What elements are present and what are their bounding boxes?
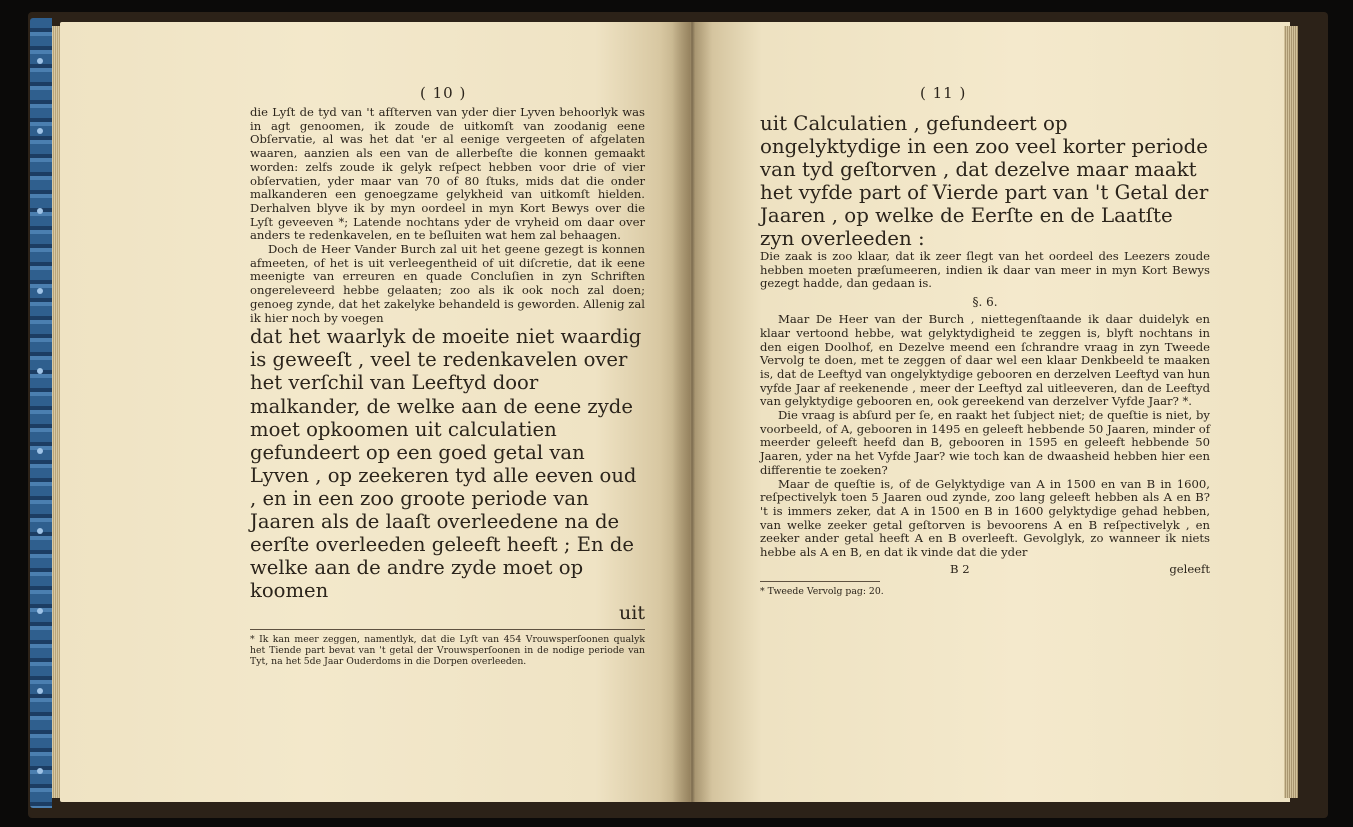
emphasized-paragraph: dat het waarlyk de moeite niet waardig is geweeſt , veel te redenkavelen over het verſchil van Leeftyd door malkander, de welke aan de eene zyde moet opkoomen uit calculatien gefundeert op een goed getal van Lyven , op zeekeren tyd alle eeven oud , en in een zoo groote periode van Jaaren als de laaſt overleedene na de eerſte overleeden geleeft heeft ; En de welke aan de andre zyde moet op koomen xyxy=(250,325,642,603)
paragraph: die Lyſt de tyd van 't afſterven van yder dier Lyven behoorlyk was in agt genoomen, ik zoude de uitkomſt van zoodanig eene Obſervatie, al was het dat 'er al eenige vergeeten of afgelaten waaren, aanzien als een van de allerbeſte die konnen gemaakt worden: zelfs zoude ik gelyk reſpect hebben voor drie of vier obſervatien, yder maar van 70 of 80 ſtuks, mids dat die onder malkanderen een genoegzame gelykheid van uitkomſt hielden. Derhalven blyve ik by myn oordeel in myn Kort Bewys over die Lyſt geveeven *; Latende nochtans yder de vryheid om daar over anders te redenkavelen, en te beſluiten wat hem zal behaagen. xyxy=(250,105,645,243)
signature-mark: B 2 xyxy=(950,561,970,576)
right-text-block xyxy=(760,112,1210,597)
page-edges-right xyxy=(1284,26,1298,798)
paragraph: Die zaak is zoo klaar, dat ik zeer ſlegt van het oordeel des Leezers zoude hebben moeten præſumeeren, indien ik daar van meer in myn Kort Bewys gezegt hadde, dan gedaan is. xyxy=(760,249,1210,291)
footnote: * Ik kan meer zeggen, namentlyk, dat die Lyſt van 454 Vrouwsperſoonen qualyk het Tiende part bevat van 't getal der Vrouwsperſoonen in de nodige periode van Tyt, na het 5de Jaar Ouderdoms in die Dorpen overleeden. xyxy=(250,634,645,668)
catchword: geleeft xyxy=(1169,561,1210,576)
emphasized-paragraph: uit Calculatien , gefundeert op ongelyktydige in een zoo veel korter periode van tyd geſtorven , dat dezelve maar maakt het vyfde part of Vierde part van 't Getal der Jaaren , op welke de Eerſte en de Laatſte zyn overleeden : xyxy=(760,112,1209,250)
page-number: ( 10 ) xyxy=(420,84,467,102)
footnote: * Tweede Vervolg pag: 20. xyxy=(760,585,884,597)
right-page xyxy=(690,22,1290,802)
section-mark: §. 6. xyxy=(972,295,998,310)
left-text-block xyxy=(250,106,645,667)
footnote-rule xyxy=(760,581,880,582)
marbled-cover-edge xyxy=(30,18,52,808)
paragraph: Maar de queſtie is, of de Gelyktydige van A in 1500 en van B in 1600, reſpectivelyk toen 5 Jaaren oud zynde, zoo lang geleeft hebben als A en B? 't is immers zeker, dat A in 1500 en B in 1600 gelyktydige gehad hebben, van welke zeeker getal geſtorven is bevoorens A en B reſpectivelyk , en zeeker ander getal heeft A en B overleeft. Gevolglyk, zo wanneer ik niets hebbe als A en B, en dat ik vinde dat die yder xyxy=(760,476,1210,560)
book-gutter xyxy=(672,22,712,802)
signature-line xyxy=(760,562,1210,576)
paragraph: Die vraag is abſurd per ſe, en raakt het ſubject niet; de queſtie is niet, by voorbeeld, of A, gebooren in 1495 en geleeft hebbende 50 Jaaren, minder of meerder geleeft heefd dan B, gebooren in 1595 en geleeft hebbende 50 Jaaren, yder na het Vyfde Jaar? wie toch kan de dwaasheid hebben hier een differentie te zoeken? xyxy=(760,408,1210,477)
catchword: uit xyxy=(619,602,645,625)
left-page xyxy=(60,22,690,802)
footnote-rule xyxy=(250,629,645,630)
paragraph: Maar De Heer van der Burch , niettegenſtaande ik daar duidelyk en klaar vertoond hebbe, wat gelyktydigheid te zeggen is, blyft nochtans in den eigen Doolhof, en Dezelve meend een ſchrandre vraag in zyn Tweede Vervolg te doen, met te zeggen of daar wel een klaar Denkbeeld te maaken is, dat de Leeftyd van ongelyktydige gebooren en derzelven Leeftyd van hun vyfde Jaar af reekenende , meer der Leeftyd zal uitleeveren, dan de Leeftyd van gelyktydige gebooren en, ook gereekend van derzelver Vyfde Jaar? *. xyxy=(760,312,1210,409)
paragraph: Doch de Heer Vander Burch zal uit het geene gezegt is konnen afmeeten, of het is uit verleegentheid of uit diſcretie, dat ik eene meenigte van erreuren en quade Concluſien in zyn Schriften ongereleveerd hebbe gelaaten; zoo als ik ook noch zal doen; genoeg zynde, dat het zakelyke behandeld is geworden. Allenig zal ik hier noch by voegen xyxy=(250,242,645,325)
page-number: ( 11 ) xyxy=(920,84,967,102)
